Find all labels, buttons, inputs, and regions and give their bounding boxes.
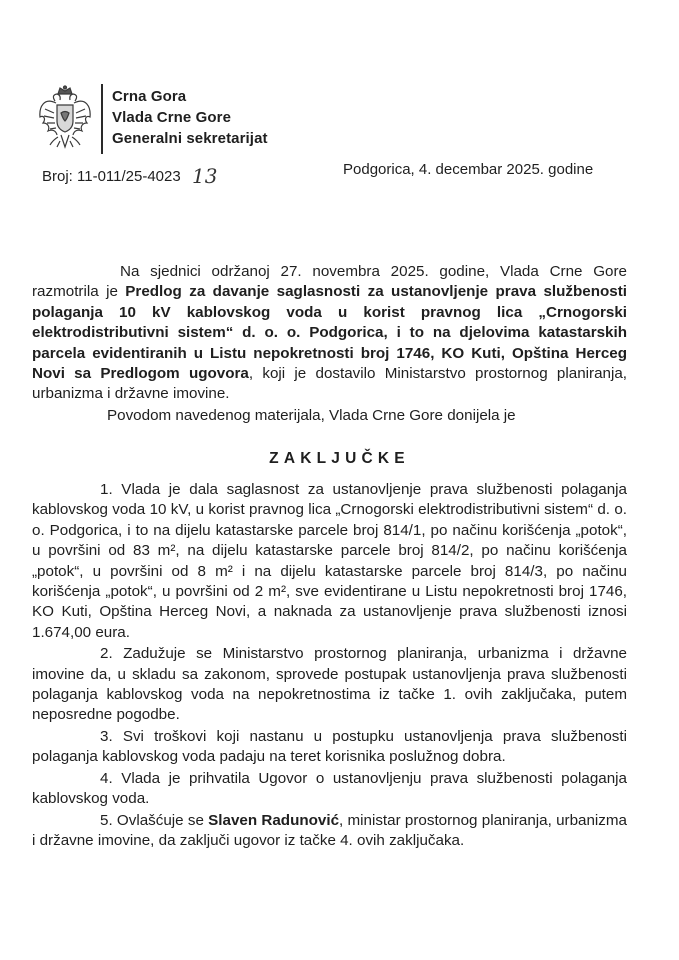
handwritten-mark [191,160,217,190]
intro-section [32,262,627,426]
decision-5-text-1: 5. Ovlašćuje se [100,811,209,829]
decision-item-4: 4. Vlada je prihvatila Ugovor o ustanovljenju prava službenosti polaganja kablovskog voda. [32,769,627,808]
decision-5-text-2: , ministar prostornog planiranja, urbanizma i državne imovine, da zaključi ugovor iz tačke 4. ovih zaključaka. [32,811,627,849]
decision-item-1: 1. Vlada je dala saglasnost za ustanovljenje prava službenosti polaganja kablovskog voda 10 kV, u korist pravnog lica „Crnogorski elektrodistributivni sistem“ d. o. o. Podgorica, i to na dijelu katastarske parcele broj 814/1, po načinu korišćenja „potok“, u površini od 83 m², na dijelu katastarske parcele broj 814/2, po načinu korišćenja „potok“, u površini od 8 m² i na dijelu katastarske parcele broj 814/3, po načinu korišćenja „potok“, u površini od 2 m², sve evidentirane u Listu nepokretnosti broj 1746, KO Kuti, Opština Herceg Novi, a naknada za ustanovljenje prava službenosti iznosi 1.674,00 eura. [32,481,627,641]
minister-name: Slaven Radunović [208,811,340,829]
decision-item-3: 3. Svi troškovi koji nastanu u postupku ustanovljenja prava službenosti polaganja kablovskog voda padaju na teret korisnika poslužnog dobra. [32,727,627,766]
letterhead-divider [101,84,103,154]
decisions-list [32,480,627,851]
decision-item-2: 2. Zadužuje se Ministarstvo prostornog planiranja, urbanizma i državne imovine da, u skladu sa zakonom, sprovede postupak ustanovljenja prava službenosti polaganja kablovskog voda na nepokretnostima iz tačke 1. ovih zaključaka, putem neposredne pogodbe. [32,645,627,724]
intro-text-1: Na sjednici održanoj 27. novembra 2025. godine, Vlada Crne Gore razmotrila je [32,263,627,301]
proposal-title: Predlog za davanje saglasnosti za ustanovljenje prava službenosti polaganja 10 kV kablovskog voda u korist pravnog lica „Crnogorski elektrodistributivni sistem“ d. o. o. Podgorica, i to na djelovima katastarskih parcela evidentiranih u Listu nepokretnosti broj 1746, KO Kuti, Opština Herceg Novi sa Predlogom ugovora [32,283,627,383]
coat-of-arms-icon [36,85,94,151]
org-secretariat: Generalni sekretarijat [112,130,268,147]
org-government: Vlada Crne Gore [112,109,232,126]
org-country: Crna Gora [112,88,187,105]
intro-text-2: , koji je dostavilo Ministarstvo prostornog planiranja, urbanizma i državne imovine. [32,365,628,403]
intro-paragraph-2: Povodom navedenog materijala, Vlada Crne Gore donijela je [107,406,516,424]
reference-number: Broj: 11-011/25-4023 [42,168,181,185]
letterhead-organization [112,86,268,149]
decision-item-5 [32,811,627,852]
handwritten-mark-text: 13 [192,164,217,188]
section-heading: ZAKLJUČKE [269,450,410,467]
place-date: Podgorica, 4. decembar 2025. godine [343,161,594,178]
intro-paragraph [32,262,627,405]
